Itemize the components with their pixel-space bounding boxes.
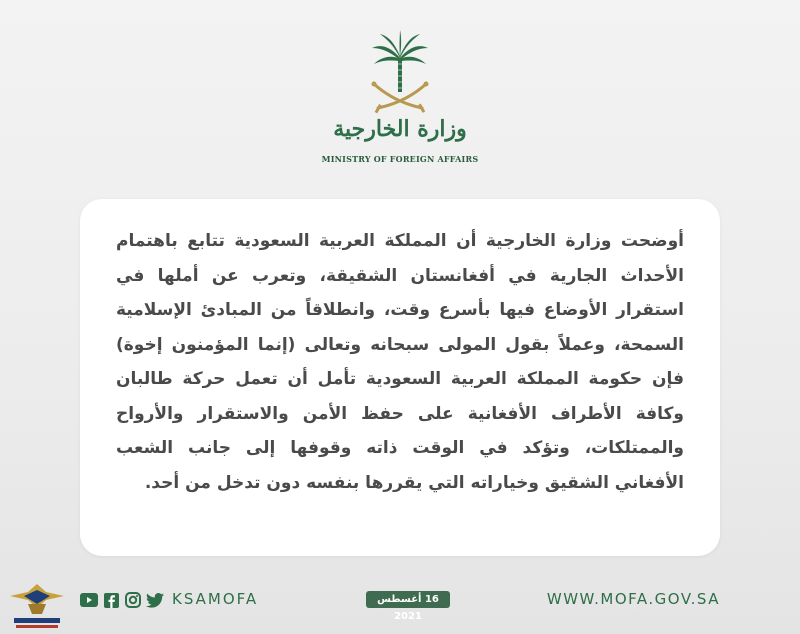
twitter-icon[interactable] — [146, 591, 164, 609]
ministry-name-english: MINISTRY OF FOREIGN AFFAIRS — [321, 154, 479, 164]
statement-card — [80, 199, 720, 556]
social-links — [80, 591, 164, 609]
facebook-icon[interactable] — [102, 591, 120, 609]
date-badge: 16 أغسطس 2021 — [366, 591, 450, 608]
defense-forum-logo-icon — [6, 574, 68, 632]
ministry-name-arabic: وزارة الخارجية — [333, 116, 467, 142]
instagram-icon[interactable] — [124, 591, 142, 609]
website-link[interactable]: WWW.MOFA.GOV.SA — [546, 590, 720, 608]
saudi-emblem-icon — [360, 28, 440, 120]
social-handle[interactable]: KSAMOFA — [172, 590, 259, 608]
youtube-icon[interactable] — [80, 591, 98, 609]
statement-text: أوضحت وزارة الخارجية أن المملكة العربية السعودية تتابع باهتمام الأحداث الجارية في أفغانستان الشقيقة، وتعرب عن أملها في استقرار الأوضاع فيها بأسرع وقت، وانطلاقاً من المبادئ الإسلامية السمحة، وعملاً بقول المولى سبحانه وتعالى (إنما المؤمنون إخوة) فإن حكومة المملكة العربية السعودية تأمل أن تعمل حركة طالبان وكافة الأطراف الأفغانية على حفظ الأمن والاستقرار والأرواح والممتلكات، وتؤكد في الوقت ذاته وقوفها إلى جانب الشعب الأفغاني الشقيق وخياراته التي يقررها بنفسه دون تدخل من أحد. — [116, 231, 684, 493]
